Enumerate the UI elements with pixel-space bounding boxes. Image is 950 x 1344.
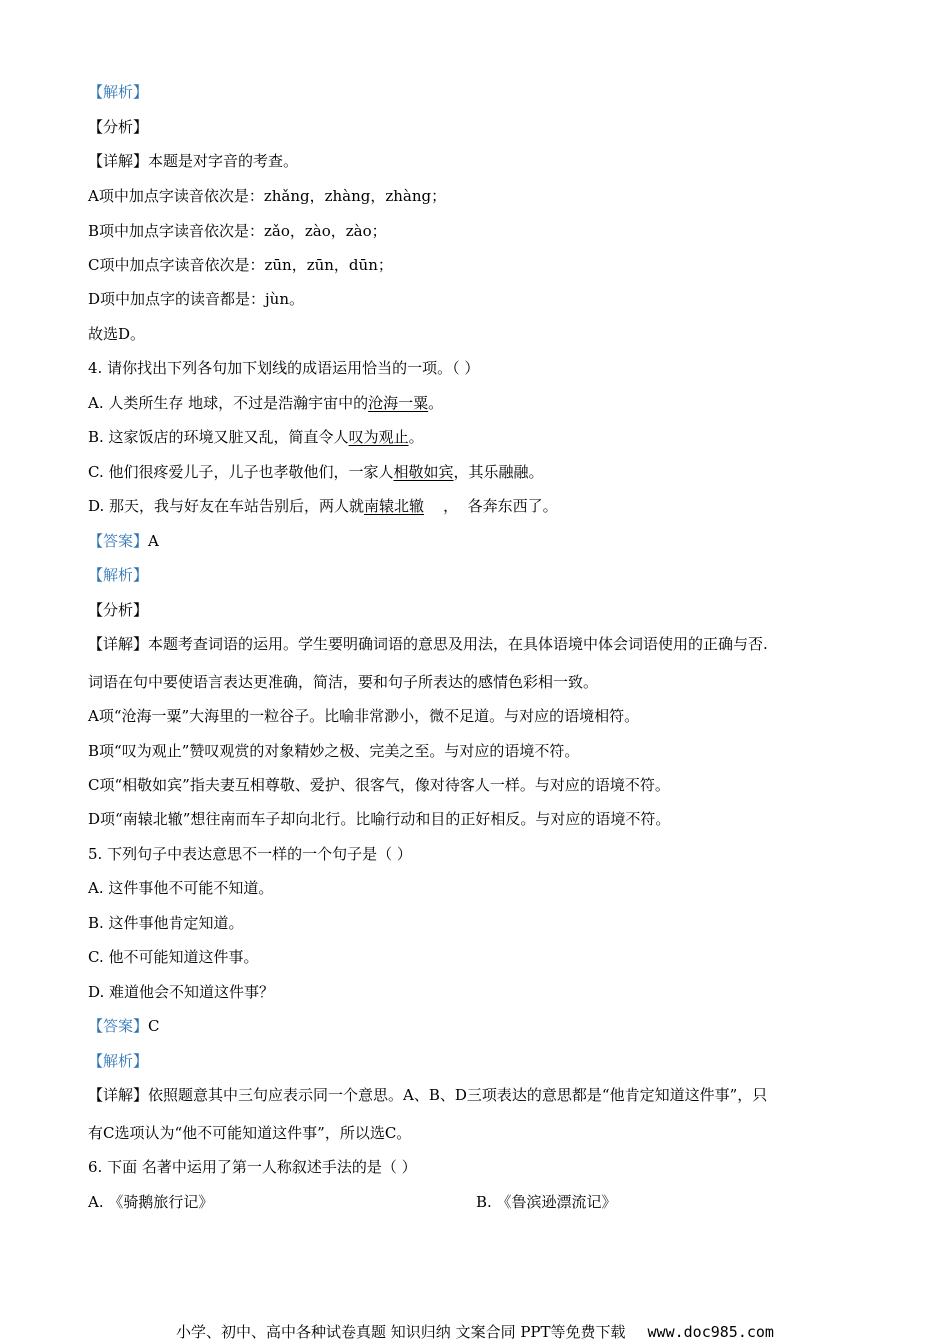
q5-stem: 5. 下列句子中表达意思不一样的一个句子是（ ） (88, 845, 412, 863)
q4-option-a (88, 393, 443, 413)
q4-d-idiom: 南辕北辙 (364, 497, 425, 515)
q4-analysis-d: D项“南辕北辙”想往南而车子却向北行。比喻行动和目的正好相反。与对应的语境不符。 (88, 810, 671, 828)
detail-text: 本题是对字音的考查。 (148, 152, 299, 170)
pronunciation-c: C项中加点字读音依次是：zūn，zūn，dūn； (88, 256, 393, 274)
q4-d-end: ， 各奔东西了。 (424, 497, 558, 515)
detail-tag: 【详解】 (88, 152, 149, 170)
q4-c-idiom: 相敬如宾 (393, 463, 454, 481)
q6-option-b: B. 《鲁滨逊漂流记》 (476, 1193, 617, 1211)
q4-detail-1 (88, 634, 768, 654)
page-footer (0, 1322, 950, 1342)
analysis-tag: 【解析】 (88, 83, 149, 101)
q4-b-end: 。 (408, 428, 424, 446)
footer-text: 小学、初中、高中各种试卷真题 知识归纳 文案合同 PPT等免费下载 (176, 1323, 626, 1341)
q4-analysis-tag: 【解析】 (88, 566, 149, 584)
pronunciation-b: B项中加点字读音依次是：zǎo，zào，zào； (88, 222, 387, 240)
q4-analysis-c: C项“相敬如宾”指夫妻互相尊敬、爱护、很客气，像对待客人一样。与对应的语境不符。 (88, 776, 670, 794)
q4-analysis-a: A项“沧海一粟”大海里的一粒谷子。比喻非常渺小，微不足道。与对应的语境相符。 (88, 707, 640, 725)
q5-option-d: D. 难道他会不知道这件事？ (88, 983, 275, 1001)
q5-detail-tag: 【详解】 (88, 1086, 149, 1104)
detail-line (88, 151, 298, 171)
q4-d-text: D. 那天，我与好友在车站告别后，两人就 (88, 497, 365, 515)
q4-c-text: C. 他们很疼爱儿子，儿子也孝敬他们，一家人 (88, 463, 394, 481)
pronunciation-d: D项中加点字的读音都是：jùn。 (88, 290, 304, 308)
q4-b-idiom: 叹为观止 (348, 428, 409, 446)
q4-detail-tag: 【详解】 (88, 635, 149, 653)
conclusion: 故选D。 (88, 325, 146, 343)
q4-a-text: A. 人类所生存 地球，不过是浩瀚宇宙中的 (88, 394, 369, 412)
q4-a-end: 。 (428, 394, 444, 412)
footer-url[interactable]: www.doc985.com (647, 1323, 774, 1341)
q5-answer (88, 1016, 160, 1036)
q6-option-a: A. 《骑鹅旅行记》 (88, 1193, 214, 1211)
q4-fenxi-tag: 【分析】 (88, 601, 149, 619)
q4-b-text: B. 这家饭店的环境又脏又乱，简直令人 (88, 428, 349, 446)
q5-analysis-tag: 【解析】 (88, 1052, 149, 1070)
q4-answer-value: A (148, 532, 159, 550)
q5-detail-2: 有C选项认为“他不可能知道这件事”，所以选C。 (88, 1124, 412, 1142)
q4-c-end: ，其乐融融。 (453, 463, 544, 481)
q5-option-b: B. 这件事他肯定知道。 (88, 914, 244, 932)
q4-option-d (88, 496, 558, 516)
q4-analysis-b: B项“叹为观止”赞叹观赏的对象精妙之极、完美之至。与对应的语境不符。 (88, 742, 580, 760)
q4-detail-2: 词语在句中要使语言表达更准确，简洁，要和句子所表达的感情色彩相一致。 (88, 673, 599, 691)
q4-detail-text-1: 本题考查词语的运用。学生要明确词语的意思及用法，在具体语境中体会词语使用的正确与否. (148, 635, 768, 653)
answer-tag: 【答案】 (88, 532, 149, 550)
q5-answer-tag: 【答案】 (88, 1017, 149, 1035)
q4-answer (88, 531, 159, 551)
q5-detail-text-1: 依照题意其中三句应表示同一个意思。A、B、D三项表达的意思都是“他肯定知道这件事”，只 (148, 1086, 768, 1104)
q4-option-c (88, 462, 544, 482)
q4-stem: 4. 请你找出下列各句加下划线的成语运用恰当的一项。（ ） (88, 359, 480, 377)
q5-option-a: A. 这件事他不可能不知道。 (88, 879, 274, 897)
q4-option-b (88, 427, 424, 447)
fenxi-tag: 【分析】 (88, 118, 149, 136)
pronunciation-a: A项中加点字读音依次是：zhǎng，zhàng，zhàng； (88, 187, 447, 205)
q4-a-idiom: 沧海一粟 (368, 394, 429, 412)
q5-answer-value: C (148, 1017, 160, 1035)
q6-stem: 6. 下面 名著中运用了第一人称叙述手法的是（ ） (88, 1158, 417, 1176)
q5-option-c: C. 他不可能知道这件事。 (88, 948, 259, 966)
q5-detail-1 (88, 1085, 767, 1105)
